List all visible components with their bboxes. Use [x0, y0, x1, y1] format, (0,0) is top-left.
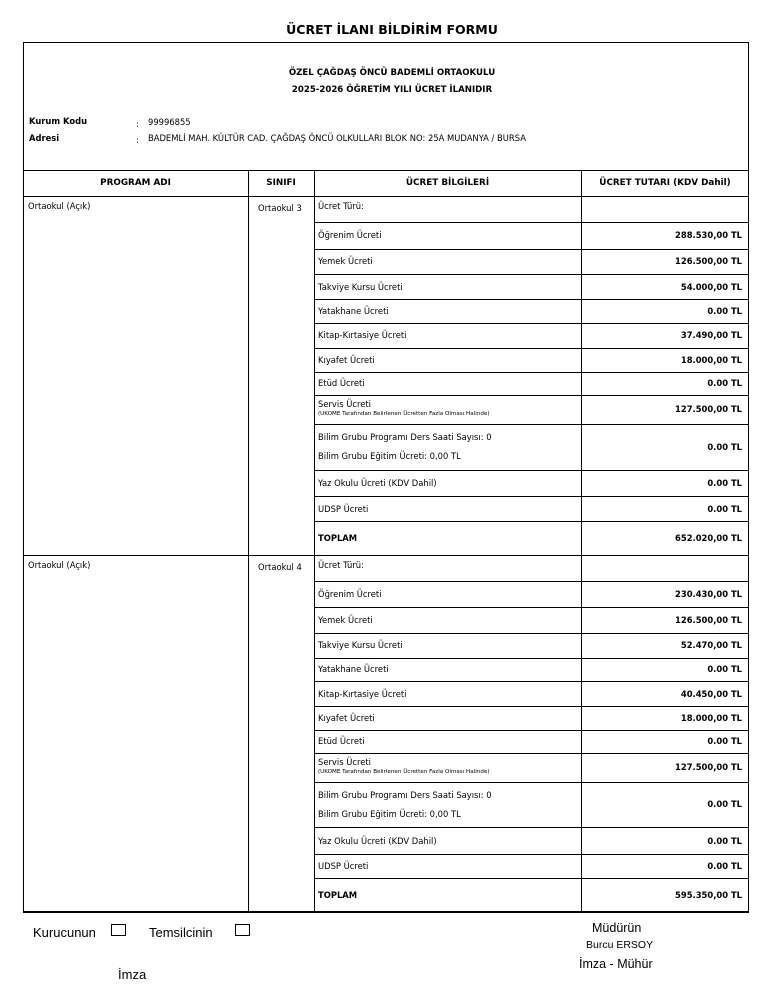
servis-name: Servis Ücreti: [318, 399, 371, 410]
total-label: TOPLAM: [318, 890, 358, 901]
fee-name: Öğrenim Ücreti: [318, 588, 382, 599]
fee-amount: 0.00 TL: [707, 306, 742, 317]
fee-name: Kitap-Kırtasiye Ücreti: [318, 688, 407, 699]
adres-value: BADEMLİ MAH. KÜLTÜR CAD. ÇAĞDAŞ ÖNCÜ OLKULLARI BLOK NO: 25A MUDANYA / BURSA: [148, 133, 526, 143]
fee-amount: 0.00 TL: [707, 478, 742, 489]
school-year: 2025-2026 ÖĞRETİM YILI ÜCRET İLANIDIR: [291, 85, 493, 95]
kurucu-checkbox[interactable]: [111, 924, 126, 936]
fee-amount: 18.000,00 TL: [680, 354, 742, 365]
fee-name: Yemek Ücreti: [318, 256, 373, 267]
fee-amount: 0.00 TL: [707, 835, 742, 846]
fee-type-label: Ücret Türü:: [318, 200, 364, 211]
total-amount: 595.350,00 TL: [675, 890, 742, 901]
fee-amount: 40.450,00 TL: [680, 688, 742, 699]
column-divider-tutar: [581, 170, 582, 912]
temsilci-checkbox[interactable]: [235, 924, 250, 936]
fee-name: Etüd Ücreti: [318, 736, 365, 747]
fee-amount: 126.500,00 TL: [675, 256, 742, 267]
imza-muhur-label: İmza - Mühür: [579, 957, 653, 971]
header-sinifi: SINIFI: [266, 178, 296, 188]
kurum-kodu-value: 99996855: [148, 117, 191, 127]
kurum-kodu-label: Kurum Kodu: [29, 116, 88, 126]
bilim-egitim-ucreti: Bilim Grubu Eğitim Ücreti: 0,00 TL: [318, 451, 461, 462]
total-amount: 652.020,00 TL: [675, 533, 742, 544]
fee-name: Etüd Ücreti: [318, 378, 365, 389]
servis-name: Servis Ücreti: [318, 757, 371, 768]
fee-amount: 0.00 TL: [707, 503, 742, 514]
column-divider-ucret: [314, 170, 315, 912]
fee-amount: 0.00 TL: [707, 861, 742, 872]
class-name: Ortaokul 4: [258, 562, 302, 572]
fee-name: UDSP Ücreti: [318, 503, 369, 514]
fee-name: Yaz Okulu Ücreti (KDV Dahil): [318, 835, 437, 846]
fee-name: Takviye Kursu Ücreti: [318, 281, 403, 292]
bilim-ders-saati: Bilim Grubu Programı Ders Saati Sayısı: 0: [318, 789, 492, 800]
fee-amount: 0.00 TL: [707, 378, 742, 389]
mudur-label: Müdürün: [592, 921, 642, 935]
form-title: ÜCRET İLANI BİLDİRİM FORMU: [286, 22, 498, 37]
fee-name: UDSP Ücreti: [318, 861, 369, 872]
fee-amount: 126.500,00 TL: [675, 615, 742, 626]
fee-name: Yaz Okulu Ücreti (KDV Dahil): [318, 478, 437, 489]
fee-name: Kıyafet Ücreti: [318, 712, 375, 723]
mudur-name: Burcu ERSOY: [586, 939, 654, 951]
header-program-adi: PROGRAM ADI: [100, 178, 171, 188]
school-name: ÖZEL ÇAĞDAŞ ÖNCÜ BADEMLİ ORTAOKULU: [288, 68, 496, 78]
fee-amount: 230.430,00 TL: [675, 588, 742, 599]
fee-name: Takviye Kursu Ücreti: [318, 640, 403, 651]
group-bottom-border: [23, 912, 749, 913]
servis-amount: 127.500,00 TL: [675, 403, 742, 414]
servis-note: (UKOME Tarafından Belirlenen Ücretten Fazla Olması Halinde): [318, 411, 490, 418]
bilim-ders-saati: Bilim Grubu Programı Ders Saati Sayısı: 0: [318, 432, 492, 443]
header-ucret-tutari: ÜCRET TUTARI (KDV Dahil): [599, 178, 731, 188]
fee-amount: 37.490,00 TL: [680, 330, 742, 341]
fee-name: Kıyafet Ücreti: [318, 354, 375, 365]
fee-name: Kitap-Kırtasiye Ücreti: [318, 330, 407, 341]
fee-amount: 0.00 TL: [707, 664, 742, 675]
fee-amount: 54.000,00 TL: [680, 281, 742, 292]
fee-amount: 18.000,00 TL: [680, 712, 742, 723]
fee-name: Yatakhane Ücreti: [318, 664, 389, 675]
column-divider-sinifi: [248, 170, 249, 912]
bilim-amount: 0.00 TL: [707, 799, 742, 810]
imza-label: İmza: [118, 967, 147, 982]
program-name: Ortaokul (Açık): [28, 201, 91, 211]
fee-name: Yemek Ücreti: [318, 615, 373, 626]
fee-name: Öğrenim Ücreti: [318, 230, 382, 241]
fee-amount: 0.00 TL: [707, 736, 742, 747]
bilim-amount: 0.00 TL: [707, 441, 742, 452]
temsilci-label: Temsilcinin: [149, 925, 213, 940]
kurucu-label: Kurucunun: [33, 925, 96, 940]
program-name: Ortaokul (Açık): [28, 560, 91, 570]
bilim-egitim-ucreti: Bilim Grubu Eğitim Ücreti: 0,00 TL: [318, 808, 461, 819]
class-name: Ortaokul 3: [258, 203, 302, 213]
servis-amount: 127.500,00 TL: [675, 761, 742, 772]
adres-label: Adresi: [29, 133, 60, 143]
fee-name: Yatakhane Ücreti: [318, 306, 389, 317]
fee-type-label: Ücret Türü:: [318, 559, 364, 570]
fee-amount: 288.530,00 TL: [675, 230, 742, 241]
kurum-kodu-colon: :: [136, 119, 139, 129]
adres-colon: :: [136, 135, 139, 145]
servis-note: (UKOME Tarafından Belirlenen Ücretten Fazla Olması Halinde): [318, 769, 490, 776]
total-label: TOPLAM: [318, 533, 358, 544]
fee-amount: 52.470,00 TL: [680, 640, 742, 651]
header-ucret-bilgileri: ÜCRET BİLGİLERİ: [405, 178, 490, 188]
